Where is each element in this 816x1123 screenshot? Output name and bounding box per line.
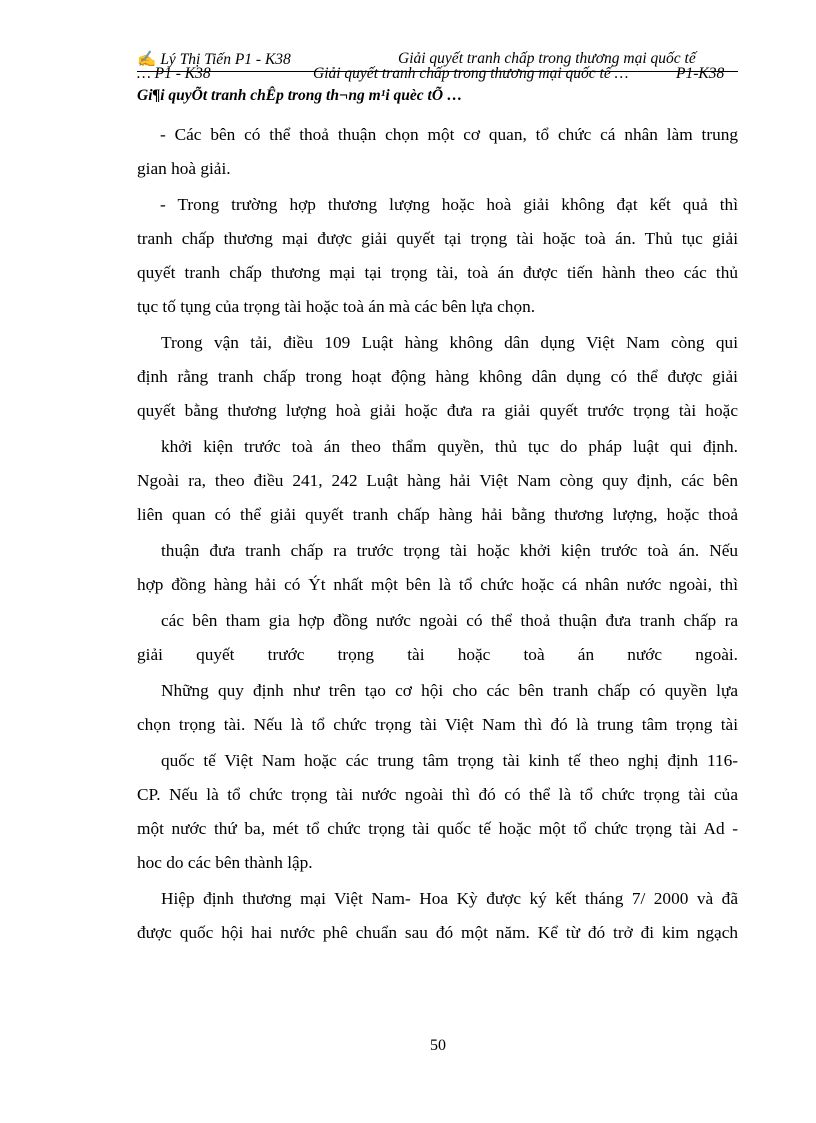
text-line: hợp đồng hàng hải có Ýt nhất một bên là tổ chức hoặc cá nhân nước ngoài, thì xyxy=(137,575,738,594)
running-header-line2-mid: Giải quyết tranh chấp trong thương mại quốc tế … xyxy=(313,65,629,82)
running-header-garbled: Gi¶i quyÕt tranh chÊp trong th¬ng m¹i quèc tÕ … xyxy=(137,87,463,104)
text-line: thuận đưa tranh chấp ra trước trọng tài hoặc khởi kiện trước toà án. Nếu xyxy=(161,541,738,560)
text-line: - Trong trường hợp thương lượng hoặc hoà giải không đạt kết quả thì xyxy=(160,195,738,214)
text-line: - Các bên có thể thoả thuận chọn một cơ quan, tổ chức cá nhân làm trung xyxy=(160,125,738,144)
text-line: tục tố tụng của trọng tài hoặc toà án mà các bên lựa chọn. xyxy=(137,297,536,316)
text-line: tranh chấp thương mại được giải quyết tại trọng tài hoặc toà án. Thủ tục giải xyxy=(137,229,738,248)
running-header-title: Giải quyết tranh chấp trong thương mại quốc tế xyxy=(398,50,696,67)
text-line: hoc do các bên thành lập. xyxy=(137,853,313,872)
text-line: quốc tế Việt Nam hoặc các trung tâm trọng tài kinh tế theo nghị định 116- xyxy=(161,751,738,770)
running-header-line2-right: P1-K38 xyxy=(676,65,725,82)
running-header-author: ✍ Lý Thị Tiến P1 - K38 xyxy=(137,51,291,68)
running-header-line2-left: … P1 - K38 xyxy=(137,65,211,82)
text-line: Hiệp định thương mại Việt Nam- Hoa Kỳ được ký kết tháng 7/ 2000 và đã xyxy=(161,889,738,908)
text-line: chọn trọng tài. Nếu là tổ chức trọng tài Việt Nam thì đó là trung tâm trọng tài xyxy=(137,715,738,734)
text-line: quyết tranh chấp thương mại tại trọng tài, toà án được tiến hành theo các thủ xyxy=(137,263,738,282)
text-line: các bên tham gia hợp đồng nước ngoài có thể thoả thuận đưa tranh chấp ra xyxy=(161,611,738,630)
text-line: một nước thứ ba, mét tổ chức trọng tài quốc tế hoặc một tổ chức trọng tài Ad - xyxy=(137,819,738,838)
page-number: 50 xyxy=(430,1037,446,1054)
text-line: gian hoà giải. xyxy=(137,159,231,178)
text-line: CP. Nếu là tổ chức trọng tài nước ngoài thì đó có thể là tổ chức trọng tài của xyxy=(137,785,738,804)
body-text xyxy=(137,118,738,950)
text-line: Trong vận tải, điều 109 Luật hàng không dân dụng Việt Nam còng qui xyxy=(161,333,738,352)
text-line: quyết bằng thương lượng hoà giải hoặc đưa ra giải quyết trước trọng tài hoặc xyxy=(137,401,738,420)
text-line: liên quan có thể giải quyết tranh chấp hàng hải bằng thương lượng, hoặc thoả xyxy=(137,505,738,524)
text-line: giải quyết trước trọng tài hoặc toà án nước ngoài. xyxy=(137,645,738,664)
text-line: Ngoài ra, theo điều 241, 242 Luật hàng hải Việt Nam còng quy định, các bên xyxy=(137,471,738,490)
text-line: khởi kiện trước toà án theo thẩm quyền, thủ tục do pháp luật qui định. xyxy=(161,437,738,456)
writing-hand-icon: ✍ xyxy=(137,51,157,68)
text-line: được quốc hội hai nước phê chuẩn sau đó một năm. Kể từ đó trở đi kim ngạch xyxy=(137,923,738,942)
text-line: định rằng tranh chấp trong hoạt động hàng không dân dụng có thể được giải xyxy=(137,367,738,386)
text-line: Những quy định như trên tạo cơ hội cho các bên tranh chấp có quyền lựa xyxy=(161,681,738,700)
